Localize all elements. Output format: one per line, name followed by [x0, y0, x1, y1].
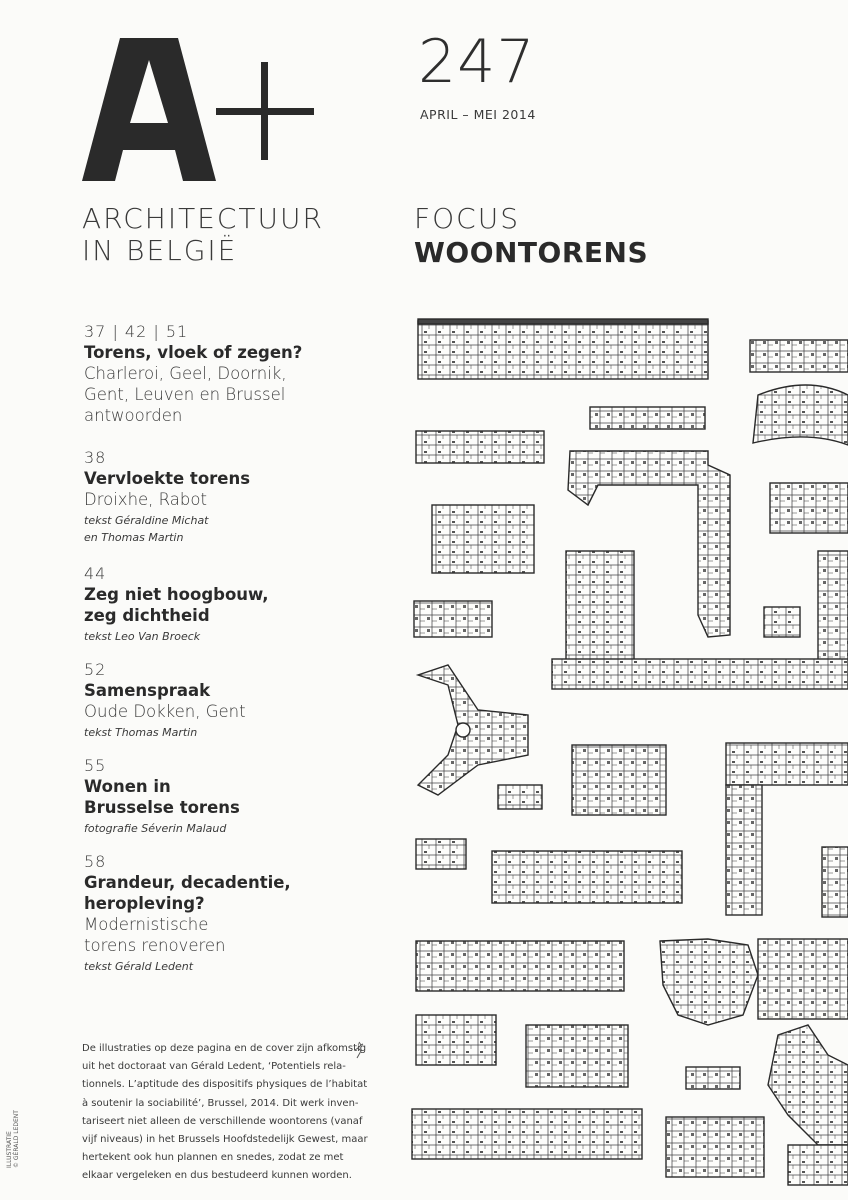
toc-credit [84, 958, 384, 975]
toc-title: heropleving? [84, 894, 205, 913]
a-plus-logo [82, 38, 322, 188]
toc-subtitle: Charleroi, Geel, Doornik, [84, 364, 287, 383]
intro-line: tariseert niet alleen de verschillende woontorens (vanaf [82, 1115, 363, 1127]
toc-title: zeg dichtheid [84, 606, 210, 625]
issue-date: APRIL – MEI 2014 [420, 107, 536, 122]
toc-subtitle: antwoorden [84, 406, 183, 425]
toc-entry[interactable] [84, 564, 384, 645]
toc-subtitle: Modernistische [84, 915, 209, 934]
toc-entry[interactable] [84, 852, 384, 975]
toc-credit [84, 512, 384, 546]
photo-credit-line: ILLUSTRATIE [6, 1131, 13, 1168]
toc-credit-line: tekst Gérald Ledent [84, 960, 194, 973]
intro-paragraph [82, 1040, 394, 1186]
intro-line: à soutenir la sociabilité’, Brussel, 2014. Dit werk inven- [82, 1097, 359, 1109]
toc-pages: 44 [84, 564, 107, 583]
issue-number: 247 [418, 27, 536, 97]
intro-line: hertekent ook hun plannen en snedes, zodat ze met [82, 1152, 344, 1164]
toc-entry[interactable] [84, 322, 384, 426]
toc-title: Grandeur, decadentie, [84, 873, 291, 892]
toc-title: Vervloekte torens [84, 469, 251, 488]
intro-line: tionnels. L’aptitude des dispositifs physiques de l’habitat [82, 1079, 368, 1091]
toc-entry[interactable] [84, 660, 384, 741]
toc-pages: 37 | 42 | 51 [84, 322, 189, 341]
toc-title: Samenspraak [84, 681, 211, 700]
toc-subtitle: Oude Dokken, Gent [84, 702, 246, 721]
toc-credit-line: tekst Leo Van Broeck [84, 630, 201, 643]
toc-title: Zeg niet hoogbouw, [84, 585, 269, 604]
photo-credit [6, 1110, 20, 1168]
toc-title: Brusselse torens [84, 798, 240, 817]
focus-label: FOCUS [414, 202, 520, 235]
toc-credit-line: fotografie Séverin Malaud [84, 822, 227, 835]
toc-credit-line: tekst Thomas Martin [84, 726, 198, 739]
magazine-name [82, 203, 324, 267]
intro-line: vijf niveaus) in het Brussels Hoofdstedelijk Gewest, maar [82, 1134, 368, 1146]
toc-subtitle: Droixhe, Rabot [84, 490, 207, 509]
toc-subtitle: Gent, Leuven en Brussel [84, 385, 286, 404]
toc-pages: 55 [84, 756, 107, 775]
toc-pages: 52 [84, 660, 107, 679]
figure-icon [352, 1040, 366, 1060]
toc-title: Torens, vloek of zegen? [84, 343, 303, 362]
toc-credit [84, 628, 384, 645]
focus-title: WOONTORENS [414, 236, 649, 269]
toc-pages: 58 [84, 852, 107, 871]
floor-plans-illustration [408, 315, 848, 1200]
photo-credit-line: © GÉRALD LEDENT [13, 1110, 20, 1168]
magazine-name-line1: ARCHITECTUUR [82, 202, 324, 235]
toc-entry[interactable] [84, 448, 384, 546]
toc-credit [84, 724, 384, 741]
toc-title: Wonen in [84, 777, 171, 796]
intro-line: De illustraties op deze pagina en de cover zijn afkomstig [82, 1043, 367, 1054]
toc-credit-line: tekst Géraldine Michat [84, 514, 209, 527]
toc-entry[interactable] [84, 756, 384, 837]
toc-credit-line: en Thomas Martin [84, 531, 184, 544]
toc-subtitle: torens renoveren [84, 936, 226, 955]
toc-credit [84, 820, 384, 837]
toc-pages: 38 [84, 448, 107, 467]
intro-line: elkaar vergeleken en dus bestudeerd kunnen worden. [82, 1170, 352, 1182]
intro-line: uit het doctoraat van Gérald Ledent, ‘Potentiels rela- [82, 1061, 346, 1073]
magazine-name-line2: IN BELGIË [82, 234, 238, 267]
